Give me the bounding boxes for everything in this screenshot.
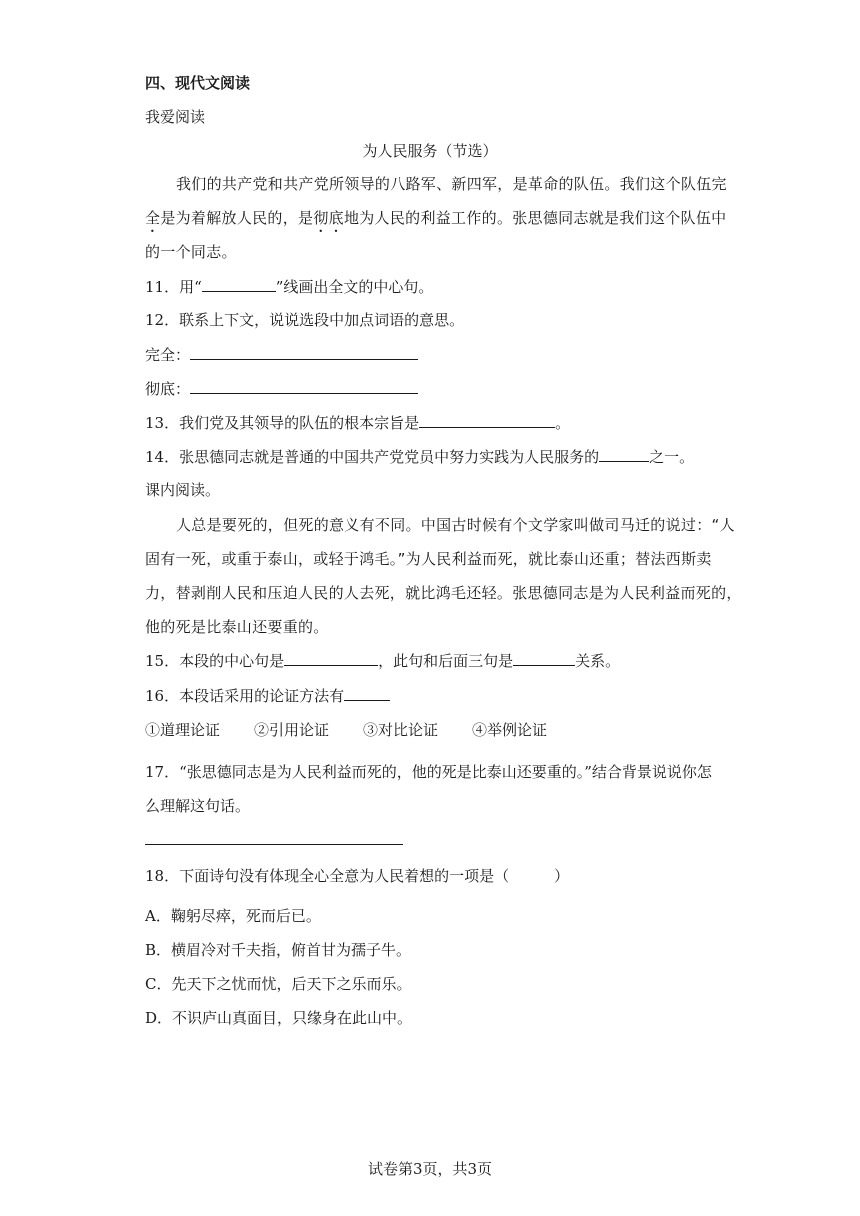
question-17-line-1: 17．“张思德同志是为人民利益而死的，他的死是比泰山还要重的。”结合背景说说你怎 [145, 763, 712, 781]
q15-suffix: 关系。 [575, 652, 621, 670]
q16-option-2[interactable]: ②引用论证 [254, 721, 330, 739]
question-12: 12．联系上下文，说说选段中加点词语的意思。 [145, 311, 465, 329]
q15-middle: ，此句和后面三句是 [378, 652, 514, 670]
question-16 [145, 685, 390, 706]
q12-a-blank[interactable] [190, 344, 418, 360]
q17-answer-line[interactable] [145, 844, 403, 845]
q16-option-3[interactable]: ③对比论证 [363, 721, 439, 739]
q11-suffix: ”线画出全文的中心句。 [275, 278, 434, 296]
passage1-line-2-text-b: 是为着解放人民的，是 [160, 209, 314, 227]
q15-blank-1[interactable] [284, 650, 378, 666]
question-11 [145, 276, 433, 297]
q14-suffix: 之一。 [649, 448, 695, 466]
q18-option-d[interactable]: D．不识庐山真面目，只缘身在此山中。 [145, 1009, 413, 1027]
q16-options [145, 720, 581, 740]
passage1-line-2 [145, 208, 726, 236]
passage2-line-2: 固有一死，或重于泰山，或轻于鸿毛。”为人民利益而死，就比泰山还重；替法西斯卖 [145, 550, 712, 568]
passage2-line-4: 他的死是比泰山还要重的。 [145, 618, 329, 636]
q14-blank[interactable] [599, 446, 649, 462]
passage1-line-1: 我们的共产党和共产党所领导的八路军、新四军，是革命的队伍。我们这个队伍完 [176, 175, 727, 193]
q14-prefix: 14．张思德同志就是普通的中国共产党党员中努力实践为人民服务的 [145, 448, 600, 466]
q13-blank[interactable] [419, 412, 555, 428]
passage1-line-3: 的一个同志。 [145, 243, 237, 261]
question-18: 18．下面诗句没有体现全心全意为人民着想的一项是（ ） [145, 867, 570, 885]
page-footer: 试卷第3页，共3页 [367, 1160, 493, 1178]
q13-prefix: 13．我们党及其领导的队伍的根本宗旨是 [145, 414, 420, 432]
section-heading: 四、现代文阅读 [145, 74, 251, 92]
q11-prefix: 11．用“ [145, 278, 202, 296]
passage1-intro: 我爱阅读 [145, 108, 206, 126]
passage1-line-2-text-d: 地为人民的利益工作的。张思德同志就是我们这个队伍中 [343, 209, 727, 227]
q12-b-label: 彻底： [145, 380, 191, 398]
q11-blank[interactable] [202, 276, 276, 292]
q16-text: 16．本段话采用的论证方法有 [145, 687, 345, 705]
q12-a-label: 完全： [145, 346, 191, 364]
q12-answer-a [145, 344, 418, 365]
q18-option-b[interactable]: B．横眉冷对千夫指，俯首甘为孺子牛。 [145, 941, 412, 959]
passage1-title: 为人民服务（节选） [362, 142, 498, 160]
q16-option-1[interactable]: ①道理论证 [145, 721, 221, 739]
q12-b-blank[interactable] [190, 378, 418, 394]
q18-option-c[interactable]: C．先天下之忧而忧，后天下之乐而乐。 [145, 975, 412, 993]
question-14 [145, 446, 694, 467]
question-17-line-2: 么理解这句话。 [145, 797, 251, 815]
question-15 [145, 650, 620, 671]
q13-suffix: 。 [555, 414, 571, 432]
passage2-line-1: 人总是要死的，但死的意义有不同。中国古时候有个文学家叫做司马迁的说过：“人 [176, 516, 735, 534]
q12-answer-b [145, 378, 418, 399]
dotted-word-wanquan: 全 [145, 209, 161, 227]
q18-option-a[interactable]: A．鞠躬尽瘁，死而后已。 [145, 907, 321, 925]
q16-option-4[interactable]: ④举例论证 [472, 721, 548, 739]
q15-prefix: 15．本段的中心句是 [145, 652, 285, 670]
passage2-line-3: 力，替剥削人民和压迫人民的人去死，就比鸿毛还轻。张思德同志是为人民利益而死的， [145, 584, 742, 602]
dotted-word-chedi: 彻底 [313, 209, 344, 227]
q16-blank[interactable] [344, 685, 390, 701]
passage2-intro: 课内阅读。 [145, 481, 221, 499]
question-13 [145, 412, 570, 433]
q15-blank-2[interactable] [513, 650, 575, 666]
